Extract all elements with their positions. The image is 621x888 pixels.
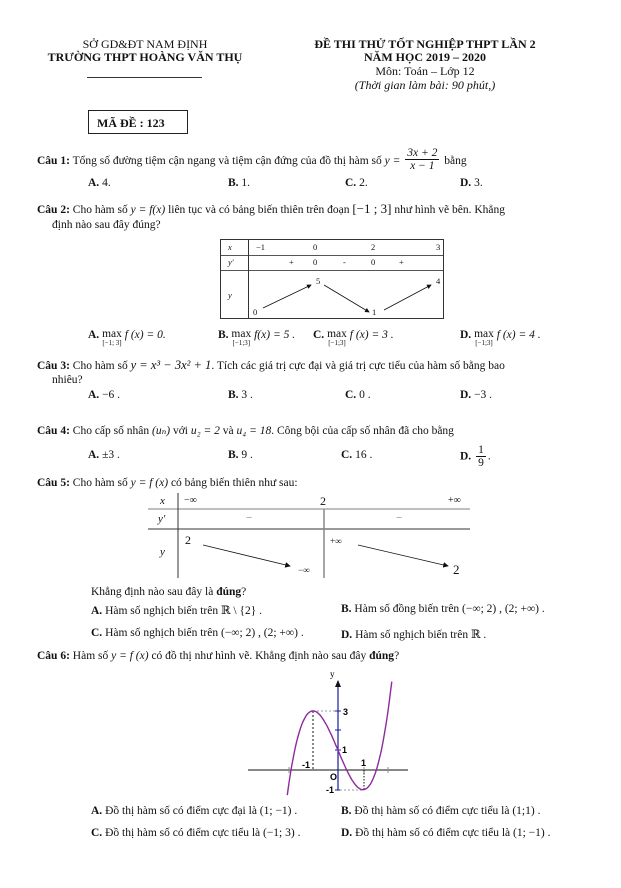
y-value: +∞ [330, 536, 342, 546]
fraction-numerator: 3x + 2 [407, 147, 438, 159]
interval: [−1 ; 3] [352, 201, 392, 216]
option-key: B. [228, 177, 239, 189]
x-label: x [228, 242, 232, 252]
y-value: 1 [372, 307, 377, 317]
question-text-end: . Tích các giá trị cực đại và giá trị cực tiểu của hàm số bằng bao [211, 360, 505, 372]
question-text-end: có bảng biến thiên như sau: [170, 477, 298, 489]
option-key: B. [228, 389, 239, 401]
function-graph [240, 665, 410, 800]
sign: + [399, 257, 404, 267]
yprime-label: y′ [158, 513, 166, 525]
option-key: B. [218, 329, 229, 341]
question-3 [37, 358, 505, 373]
option-value: 4. [102, 177, 111, 189]
option-key: A. [88, 449, 100, 461]
question-3-line2: nhiêu? [52, 374, 83, 386]
x-value: +∞ [448, 495, 461, 506]
option-value: Hàm số nghịch biến trên (−∞; 2) , (2; +∞) . [105, 627, 304, 639]
option-key: A. [91, 805, 103, 817]
x-value: 0 [313, 242, 318, 252]
fraction [476, 444, 486, 469]
option-a[interactable] [88, 329, 166, 347]
formula: y = f(x) [130, 204, 166, 216]
x-value: 2 [371, 242, 376, 252]
prompt-text: Khẳng định nào sau đây là [91, 586, 214, 598]
option-c[interactable] [91, 827, 300, 839]
decreasing-arrow [324, 285, 369, 312]
option-b[interactable] [341, 805, 540, 817]
question-6 [37, 650, 399, 662]
question-text-end: có đồ thị như hình vẽ. Khẳng định nào sau đây [151, 650, 367, 662]
question-label: Câu 5: [37, 477, 70, 489]
option-d[interactable] [460, 444, 491, 469]
exam-code-box [88, 110, 188, 134]
option-key: D. [460, 389, 472, 401]
option-value: f(x) = 5 . [254, 329, 296, 341]
option-key: A. [88, 177, 100, 189]
question-label: Câu 1: [37, 155, 70, 168]
time-limit: (Thời gian làm bài: 90 phút,) [354, 78, 496, 92]
question-2-line2: định nào sau đây đúng? [52, 219, 161, 231]
option-d[interactable] [460, 177, 483, 189]
yprime-label: y′ [228, 257, 234, 267]
decreasing-arrow [203, 545, 290, 566]
option-a[interactable] [88, 449, 120, 461]
option-b[interactable] [228, 177, 250, 189]
fraction-denominator: x − 1 [410, 160, 435, 173]
option-value: 0 . [359, 389, 371, 401]
function-curve [287, 682, 392, 796]
option-value: Đồ thị hàm số có điểm cực đại là (1; −1) . [105, 805, 298, 817]
max-operator: max [−1;3] [231, 328, 252, 347]
tick-label: 1 [361, 758, 367, 768]
option-c[interactable] [313, 329, 394, 347]
question-text-bold: đúng [369, 650, 395, 662]
y-value: −∞ [298, 565, 310, 575]
tick-label: -1 [302, 760, 311, 770]
option-a[interactable] [91, 603, 262, 617]
option-value: −6 . [102, 389, 121, 401]
question-text: Cho hàm số [72, 477, 128, 489]
option-d[interactable] [341, 627, 486, 641]
increasing-arrow [263, 285, 311, 308]
option-tail: . [487, 450, 491, 463]
x-value: 3 [436, 242, 441, 252]
option-b[interactable] [228, 449, 253, 461]
sign: 0 [371, 257, 376, 267]
prompt-bold: đúng [216, 586, 242, 598]
condition-1: u₂ = 2 [190, 425, 220, 437]
option-value: 2. [359, 177, 368, 189]
question-label: Câu 4: [37, 425, 70, 437]
option-value: 16 . [355, 449, 373, 461]
option-key: C. [91, 627, 103, 639]
option-d[interactable] [460, 389, 492, 401]
option-a[interactable] [88, 389, 120, 401]
option-value: 9 . [241, 449, 253, 461]
option-c[interactable] [345, 177, 368, 189]
y-axis-label: y [330, 669, 335, 679]
option-value: Đồ thị hàm số có điểm cực tiểu là (−1; 3) . [105, 827, 301, 839]
tick-label: -1 [326, 785, 335, 795]
condition-2: u₄ = 18 [236, 425, 272, 437]
option-value: f (x) = 0. [124, 329, 166, 341]
question-5 [37, 477, 298, 489]
option-c[interactable] [341, 449, 372, 461]
header-divider [87, 77, 202, 78]
option-b[interactable] [341, 603, 545, 615]
max-operator: max [−1;3] [327, 328, 347, 347]
formula: y = f (x) [130, 477, 169, 489]
exam-title: ĐỀ THI THỬ TỐT NGHIỆP THPT LẦN 2 [314, 37, 536, 51]
formula: y = x³ − 3x² + 1 [130, 358, 212, 372]
prompt-end: ? [241, 586, 247, 598]
max-operator: max [−1;3] [474, 328, 494, 347]
y-value: 2 [185, 533, 191, 547]
question-text-end: . Công bội của cấp số nhân đã cho bằng [271, 425, 454, 437]
x-value: 2 [320, 494, 326, 508]
sequence: (uₙ) [152, 425, 171, 437]
fraction-numerator: 1 [478, 444, 484, 456]
option-value: Đồ thị hàm số có điểm cực tiểu là (1;1) . [354, 805, 541, 817]
x-value: −∞ [184, 495, 197, 506]
question-text-final: ? [394, 650, 400, 662]
option-key: A. [91, 605, 103, 617]
y-axis-arrowhead [335, 680, 341, 687]
question-text-mid: liên tục và có bảng biến thiên trên đoạn [168, 204, 350, 216]
option-c[interactable] [91, 627, 304, 639]
option-key: D. [460, 450, 472, 463]
x-label: x [160, 495, 165, 507]
y-value: 0 [253, 307, 258, 317]
option-value: 3 . [241, 389, 253, 401]
option-value: ±3 . [102, 449, 120, 461]
option-key: C. [345, 389, 357, 401]
option-key: A. [88, 329, 100, 341]
max-operator: max [−1; 3] [102, 328, 122, 347]
increasing-arrow [384, 285, 431, 310]
option-b[interactable] [228, 389, 253, 401]
formula: y = f (x) [111, 650, 149, 662]
tick-label: 3 [343, 707, 349, 717]
fraction-denominator: 9 [478, 457, 484, 470]
question-text-and: và [222, 425, 234, 437]
option-key: C. [91, 827, 103, 839]
option-key: A. [88, 389, 100, 401]
fraction [405, 147, 439, 172]
y-label: y [228, 290, 232, 300]
option-value: −3 . [474, 389, 493, 401]
question-label: Câu 3: [37, 360, 70, 372]
option-key: C. [313, 329, 325, 341]
option-value: f (x) = 4 . [496, 329, 541, 341]
question-text-end: bằng [444, 155, 467, 168]
option-key: D. [460, 329, 472, 341]
option-d[interactable] [341, 827, 550, 839]
question-text: Hàm số [72, 650, 109, 662]
question-text-mid: với [172, 425, 188, 437]
sign: − [246, 512, 253, 524]
option-value: Hàm số nghịch biến trên ℝ . [355, 629, 487, 641]
option-d[interactable] [460, 329, 541, 347]
option-value: 1. [241, 177, 251, 189]
y-value: 5 [316, 276, 321, 286]
question-label: Câu 6: [37, 650, 70, 662]
question-5-prompt [91, 586, 246, 598]
option-key: D. [341, 629, 353, 641]
option-key: C. [345, 177, 357, 189]
option-b[interactable] [218, 329, 295, 347]
option-value: 3. [474, 177, 483, 189]
sign: - [343, 257, 346, 267]
question-4 [37, 423, 454, 437]
question-label: Câu 2: [37, 204, 70, 216]
sign: + [289, 257, 294, 267]
option-value: Đồ thị hàm số có điểm cực tiểu là (1; −1) . [355, 827, 551, 839]
option-value: Hàm số nghịch biến trên ℝ \ {2} . [105, 605, 263, 617]
option-key: B. [228, 449, 239, 461]
variation-table-q2 [220, 239, 444, 319]
decreasing-arrow [358, 545, 448, 566]
option-key: B. [341, 805, 352, 817]
x-value: −1 [256, 242, 266, 252]
question-2 [37, 201, 505, 217]
option-key: D. [460, 177, 472, 189]
subject: Môn: Toán – Lớp 12 [375, 64, 475, 78]
variation-table-q5 [148, 493, 470, 578]
question-text: Cho hàm số [72, 204, 128, 216]
option-key: D. [341, 827, 353, 839]
department-name: SỞ GD&ĐT NAM ĐỊNH [82, 37, 208, 51]
tick-label: 1 [342, 745, 348, 755]
variation-arrows [221, 240, 445, 320]
sign: 0 [313, 257, 318, 267]
option-a[interactable] [88, 177, 111, 189]
school-name: TRƯỜNG THPT HOÀNG VĂN THỤ [47, 50, 243, 64]
option-value: Hàm số đồng biến trên (−∞; 2) , (2; +∞) . [354, 603, 545, 615]
option-a[interactable] [91, 805, 297, 817]
y-value: 2 [453, 562, 460, 577]
origin-label: O [330, 772, 338, 782]
question-text-end: như hình vẽ bên. Khẳng [394, 204, 505, 216]
y-value: 4 [436, 276, 441, 286]
question-1 [37, 149, 467, 174]
sign: − [396, 512, 403, 524]
option-c[interactable] [345, 389, 371, 401]
school-year: NĂM HỌC 2019 – 2020 [364, 50, 486, 64]
question-text: Cho cấp số nhân [72, 425, 150, 437]
option-key: C. [341, 449, 353, 461]
formula-lhs: y = [384, 155, 401, 168]
question-text: Tổng số đường tiệm cận ngang và tiệm cận đứng của đồ thị hàm số [72, 155, 382, 168]
option-key: B. [341, 603, 352, 615]
option-value: f (x) = 3 . [349, 329, 394, 341]
y-label: y [160, 546, 165, 558]
exam-code: MÃ ĐỀ : 123 [97, 116, 165, 130]
question-text: Cho hàm số [72, 360, 128, 372]
